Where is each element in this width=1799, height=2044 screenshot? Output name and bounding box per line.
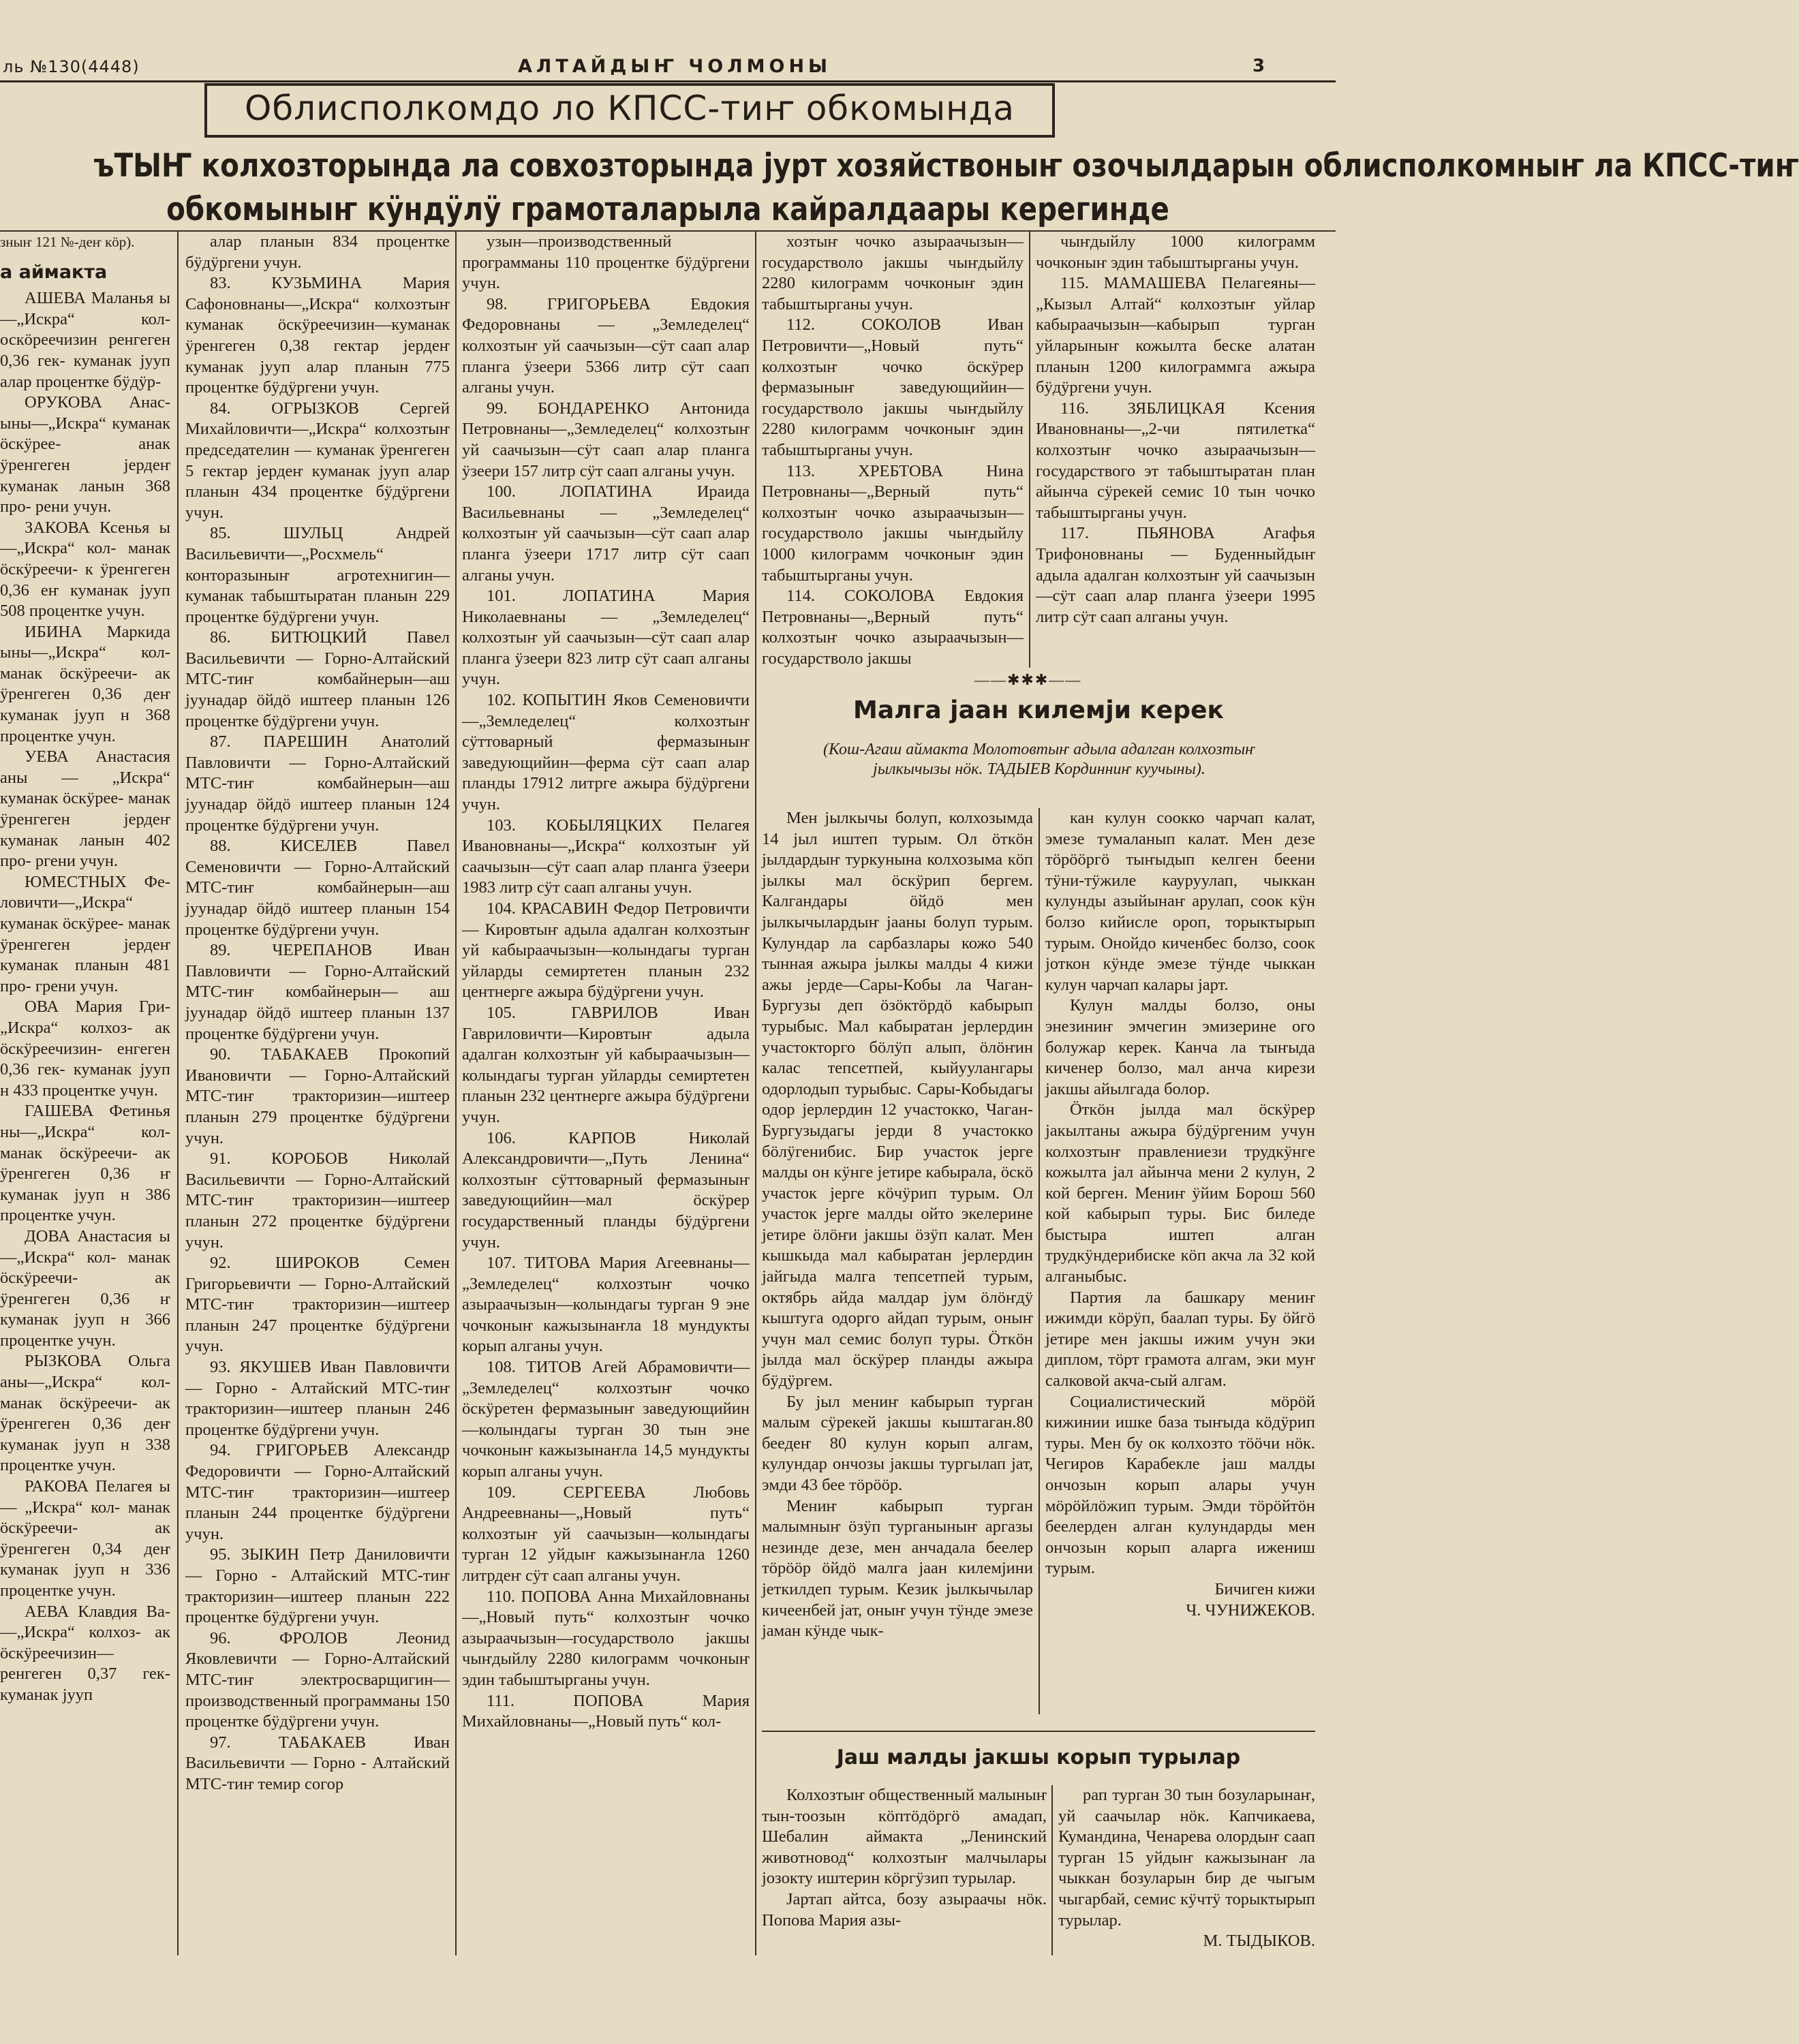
paragraph: хозтыҥ чочко азыраачызын—государстволо јакшы чыҥдыйлу 2280 килограмм чочконыҥ эдин табыштырганы учун.	[762, 232, 1024, 313]
column-rule	[1051, 1785, 1053, 1955]
column-4	[762, 232, 1024, 669]
column-rule	[177, 232, 179, 1955]
article-1-subtitle: (Кош-Агаш аймакта Молотовтыҥ адыла адалган колхозтыҥ јылкычызы нӧк. ТАДЫЕВ Кординниҥ куучыны).	[822, 741, 1256, 778]
article-2-right-column	[1058, 1785, 1315, 1952]
paragraph: ДОВА Анастасия ы—„Искра“ кол- манак ӧскӱреечи- ак ӱренгеген 0,36 ҥ куманак јууп н 366 процентке учун.	[0, 1226, 170, 1350]
paragraph: Кулун малды болзо, оны энезиниҥ эмчегин эмизерине ого болужар керек. Канча ла тыҥыда киченер болзо, мал анча кирези јакшы айылгада болор.	[1045, 996, 1315, 1098]
separator-stars: ——✱✱✱——	[974, 671, 1082, 688]
paragraph: алар планын 834 процентке бӱдӱргени учун.	[185, 232, 450, 272]
paragraph: АЕВА Клавдия Ва- —„Искра“ колхоз- ак ӧскӱреечизин— ренгеген 0,37 гек- куманак јууп	[0, 1602, 170, 1704]
article-2-title: Јаш малды јакшы корып турылар	[836, 1746, 1241, 1769]
article-1-left-column	[762, 808, 1033, 1642]
paragraph: 99. БОНДАРЕНКО Антонида Петровнаны—„Земледелец“ колхозтыҥ уй саачызын—сӱт саап алар планга ӱзеери 157 литр сӱт саап алганы учун.	[462, 399, 750, 480]
column-5	[1036, 232, 1315, 628]
paragraph: 105. ГАВРИЛОВ Иван Гавриловичти—Кировтыҥ адыла адалган колхозтыҥ уй кабыраачызын—колындагы турган уйларды семиртетен планын 232 центнерге ажыра бӱдӱргени учун.	[462, 1003, 750, 1126]
column-rule	[455, 232, 457, 1955]
paragraph: Колхозтыҥ общественный малыныҥ тын-тоозын кӧптӧдӧргӧ амадап, Шебалин аймакта „Ленинский животновод“ колхозтыҥ малчылары јозокту иштерин кӧргӱзип турылар.	[762, 1786, 1047, 1888]
paragraph: 87. ПАРЕШИН Анатолий Павловичти — Горно-Алтайский МТС-тиҥ комбайнерын—аш јуунадар ӧйдӧ иштеер планын 124 процентке бӱдӱргени учун.	[185, 732, 450, 835]
column-3	[462, 232, 750, 1733]
paragraph: 116. ЗЯБЛИЦКАЯ Ксения Ивановнаны—„2-чи пятилетка“ колхозтыҥ чочко азыраачызын—государствого эт табыштыратан план айынча сӱрекей семис 10 тын чочко табыштырганы учун.	[1036, 399, 1315, 522]
paragraph: 84. ОГРЫЗКОВ Сергей Михайловичти—„Искра“ колхозтыҥ председателин — куманак ӱренгеген 5 гектар јердеҥ куманак јууп алар планын 434 процентке бӱдӱргени учун.	[185, 399, 450, 522]
paragraph: ГАШЕВА Фетинья ны—„Искра“ кол- манак ӧскӱреечи- ак ӱренгеген 0,36 ҥ куманак јууп н 386 процентке учун.	[0, 1102, 170, 1225]
paragraph: 103. КОБЫЛЯЦКИХ Пелагея Ивановнаны—„Искра“ колхозтыҥ уй саачызын—сӱт саап алар планга ӱзеери 1983 литр сӱт саап алганы учун.	[462, 816, 750, 897]
paragraph: Бу јыл мениҥ кабырып турган малым сӱрекей јакшы кыштаган.80 беедеҥ 80 кулун корып алгам, кулундар ончозы јакшы тургылап јат, эмди 43 бее тӧрӧӧр.	[762, 1392, 1033, 1494]
paragraph: узын—производственный программаны 110 процентке бӱдӱргени учун.	[462, 232, 750, 293]
paragraph: 100. ЛОПАТИНА Ираида Васильевнаны — „Земледелец“ колхозтыҥ уй саачызын—сӱт саап алар планга ӱзеери 1717 литр сӱт саап алганы учун.	[462, 482, 750, 585]
paragraph: ОВА Мария Гри- „Искра“ колхоз- ак ӧскӱреечизин- енгеген 0,36 гек- куманак јууп н 433 процентке учун.	[0, 997, 170, 1100]
paragraph: 98. ГРИГОРЬЕВА Евдокия Федоровнаны — „Земледелец“ колхозтыҥ уй саачызын—сӱт саап алар планга ӱзеери 5366 литр сӱт саап алганы учун.	[462, 294, 750, 397]
continuation-note: зныҥ 121 №-деҥ кӧр).	[0, 234, 135, 250]
paragraph: 102. КОПЫТИН Яков Семеновичти—„Земледелец“ колхозтыҥ сӱттоварный фермазыныҥ заведующийин—ферма сӱт саап алар планды 17912 литрге ажыра бӱдӱргени учун.	[462, 691, 750, 814]
paragraph: 111. ПОПОВА Мария Михайловнаны—„Новый путь“ кол-	[462, 1691, 750, 1731]
column-rule	[755, 232, 756, 1955]
paragraph: Бичиген кижи	[1214, 1579, 1315, 1598]
paragraph: 109. СЕРГЕЕВА Любовь Андреевнаны—„Новый путь“ колхозтыҥ уй саачызын—колындагы турган 12 уйдыҥ кажызынаҥла 1260 литрдеҥ сӱт саап алганы учун.	[462, 1483, 750, 1585]
column-rule	[1039, 808, 1040, 1714]
article-divider	[762, 1731, 1315, 1732]
headline-line-1: ъТЫҤ колхозторында ла совхозторында јурт хозяйствоныҥ озочылдарын облисполкомныҥ ла КПСС-тиҥ	[93, 147, 1799, 185]
column-2	[185, 232, 450, 1795]
paragraph: РАКОВА Пелагея ы — „Искра“ кол- манак ӧскӱреечи- ак ӱренгеген 0,34 деҥ куманак јууп н 336 процентке учун.	[0, 1477, 170, 1600]
paragraph: 117. ПЬЯНОВА Агафья Трифоновнаны — Буденныйдыҥ адыла адалган колхозтыҥ уй саачызын—сӱт саап алар планга ӱзеери 1995 литр сӱт саап алганы учун.	[1036, 524, 1315, 626]
paragraph: 113. ХРЕБТОВА Нина Петровнаны—„Верный путь“ колхозтыҥ чочко азыраачызын—государстволо јакшы чыҥдыйлу 1000 килограмм чочконыҥ эдин табыштырганы учун.	[762, 461, 1024, 585]
paragraph: 104. КРАСАВИН Федор Петровичти — Кировтыҥ адыла адалган колхозтыҥ уй кабыраачызын—колындагы турган уйларды семиртетен планын 232 центнерге ажыра бӱдӱргени учун.	[462, 899, 750, 1002]
paragraph: 115. МАМАШЕВА Пелагеяны—„Кызыл Алтай“ колхозтыҥ уйлар кабыраачызын—кабырып турган уйларыныҥ кожылта беске алатан планын 1200 килограммга ажыра бӱдӱргени учун.	[1036, 274, 1315, 397]
paragraph: Социалистический мӧрӧй кижинии ишке база тыҥыда кӧдӱрип туры. Мен бу ок колхозто тӧӧчи нӧк. Чегиров Карабекле јаш малды ончозын корып алары учун мӧрӧйлӧжип турым. Эмди тӧрӧйтӧн беелерден алган кулундарды мен ончозын корып аларга ижениш турым.	[1045, 1392, 1315, 1578]
issue-number: ль №130(4448)	[3, 57, 140, 76]
paragraph: 106. КАРПОВ Николай Александровичти—„Путь Ленина“ колхозтыҥ сӱттоварный фермазыныҥ заведующийин—мал ӧскӱрер государственный планды бӱдӱргени учун.	[462, 1128, 750, 1252]
paragraph: ЗАКОВА Ксенья ы—„Искра“ кол- манак ӧскӱреечи- к ӱренгеген 0,36 еҥ куманак јууп 508 процентке учун.	[0, 518, 170, 621]
paragraph: 108. ТИТОВ Агей Абрамовичти—„Земледелец“ колхозтыҥ чочко ӧскӱретен фермазыныҥ заведующийин—колындагы турган 30 тын эне чочконыҥ кажызынаҥла 14,5 мундукты корып алганы учун.	[462, 1358, 750, 1481]
paragraph: 112. СОКОЛОВ Иван Петровичти—„Новый путь“ колхозтыҥ чочко ӧскӱрер фермазыныҥ заведующийин—государстволо јакшы чыҥдыйлу 2280 килограмм чочконыҥ эдин табыштырганы учун.	[762, 315, 1024, 459]
paragraph: 96. ФРОЛОВ Леонид Яковлевичти — Горно-Алтайский МТС-тиҥ электросварщигин—производственный программаны 150 процентке бӱдӱргени учун.	[185, 1628, 450, 1731]
paragraph: кан кулун соокко чарчап калат, эмезе тумаланып калат. Мен дезе тӧрӧӧргӧ тыҥыдып келген беени тӱни-тӱжиле кауруулап, чыккан кулунды азыйынаҥ арулап, соок кӱн болзо кийисле ороп, торыктырып турым. Онойдо киченбес болзо, соок јоткон кӱнде эмезе тӱнде чыккан кулун чарчап калары јарт.	[1045, 809, 1315, 994]
paragraph: 90. ТАБАКАЕВ Прокопий Ивановичти — Горно-Алтайский МТС-тиҥ тракторизин—иштеер планын 279 процентке бӱдӱргени учун.	[185, 1045, 450, 1147]
paragraph: чыҥдыйлу 1000 килограмм чочконыҥ эдин табыштырганы учун.	[1036, 232, 1315, 272]
paragraph: 91. КОРОБОВ Николай Васильевичти — Горно-Алтайский МТС-тиҥ тракторизин—иштеер планын 272 процентке бӱдӱргени учун.	[185, 1149, 450, 1252]
main-headline	[93, 144, 1799, 232]
paragraph: Мен јылкычы болуп, колхозымда 14 јыл иштеп турым. Ол ӧткӧн јылдардыҥ туркунына колхозыма кӧп јылкы мал ӧскӱрип бергем. Калгандары ӧйдӧ мен јылкычылардыҥ јааны болуп турым. Кулундар ла сарбазлары кожо 540 тынная ажыра јылкы малды 4 кижи ажы јерде—Сары-Кобы ла Чаган-Бургузы деп ӧзӧктӧрдӧ кабырып турыбыс. Мал кабыратан јерлердин участокторго бӧлӱп алып, ӧлӧҥин калас тепсетпей, кыйуулангары одорлодып турыбыс. Сары-Кобыдагы одор јерлердин 12 участокко, Чаган-Бургузыдагы јерди 8 участокко бӧлӱгенибис. Бир участок јерге малды он кӱнге јетире кабырала, ӧскӧ участок јерге кӧчӱрип турым. Ол участок јерге малды ойто экелерине јетире ӧлӧҥи јакшы ӧзӱп калат. Мен кышкыда мал кабыратан јерлердин јайгыда малга тепсетпей турым, октябрь айда малдар јум ӧлӧҥдӱ кыштуга одорго айдап турым, оныҥ учун мал семис болуп туры. Ӧткӧн јылда мал ӧскӱрер планды ажыра бӱдӱргем.	[762, 809, 1033, 1391]
masthead-title: АЛТАЙДЫҤ ЧОЛМОНЫ	[518, 56, 832, 77]
paragraph: 114. СОКОЛОВА Евдокия Петровнаны—„Верный путь“ колхозтыҥ чочко азыраачызын—государстволо јакшы	[762, 587, 1024, 668]
paragraph: 88. КИСЕЛЕВ Павел Семеновичти — Горно-Алтайский МТС-тиҥ комбайнерын—аш јуунадар ӧйдӧ иштеер планын 154 процентке бӱдӱргени учун.	[185, 837, 450, 939]
column-1	[0, 232, 170, 1706]
column-rule	[1029, 232, 1030, 668]
district-heading: а аймакта	[0, 261, 108, 283]
headline-line-2: обкомыныҥ кӱндӱлӱ грамоталарыла кайралдаары керегинде	[166, 191, 1169, 228]
paragraph: УЕВА Анастасия аны — „Искра“ куманак ӧскӱрее- манак ӱренгеген јердеҥ куманак ланын 402 про- ргени учун.	[0, 747, 170, 871]
paragraph: 107. ТИТОВА Мария Агеевнаны—„Земледелец“ колхозтыҥ чочко азыраачызын—колындагы турган 9 эне чочконыҥ кажызынаҥла 18 мундукты корып алганы учун.	[462, 1254, 750, 1356]
running-head	[0, 53, 1336, 82]
paragraph: 92. ШИРОКОВ Семен Григорьевичти — Горно-Алтайский МТС-тиҥ тракторизин—иштеер планын 247 процентке бӱдӱргени учун.	[185, 1254, 450, 1356]
section-title: Облисполкомдо ло КПСС-тиҥ обкомында	[204, 83, 1055, 138]
paragraph: Ч. ЧУНИЖЕКОВ.	[1186, 1600, 1315, 1620]
paragraph: ОРУКОВА Анас- ыны—„Искра“ куманак ӧскӱрее- анак ӱренгеген јердеҥ куманак ланын 368 про- рени учун.	[0, 393, 170, 516]
paragraph: ИБИНА Маркида ыны—„Искра“ кол- манак ӧскӱреечи- ак ӱренгеген 0,36 деҥ куманак јууп н 368 процентке учун.	[0, 622, 170, 745]
paragraph: Ӧткӧн јылда мал ӧскӱрер јакылтаны ажыра бӱдӱргеним учун колхозтыҥ правлениези трудкӱнге кожылта јал айынча мени 2 кулун, 2 кой берген. Мениҥ ӱйим Борош 560 кой кабырып туры. Бис биледе быстыра иштеп алган трудкӱндерибиске кӧп акча ла 32 кой алганыбыс.	[1045, 1100, 1315, 1286]
paragraph: 95. ЗЫКИН Петр Даниловичти — Горно - Алтайский МТС-тиҥ тракторизин—иштеер планын 222 процентке бӱдӱргени учун.	[185, 1545, 450, 1627]
paragraph: ЮМЕСТНЫХ Фе- ловичти—„Искра“ куманак ӧскӱрее- манак ӱренгеген јердеҥ куманак планын 481 про- грени учун.	[0, 872, 170, 995]
article-1-right-column	[1045, 808, 1315, 1621]
paragraph: 97. ТАБАКАЕВ Иван Васильевичти — Горно - Алтайский МТС-тиҥ темир согор	[185, 1733, 450, 1793]
paragraph: 110. ПОПОВА Анна Михайловнаны—„Новый путь“ колхозтыҥ чочко азыраачызын—государстволо јакшы чыҥдыйлу 2280 килограмм чочконыҥ эдин табыштырганы учун.	[462, 1587, 750, 1689]
paragraph: 94. ГРИГОРЬЕВ Александр Федоровичти — Горно-Алтайский МТС-тиҥ тракторизин—иштеер планын 244 процентке бӱдӱргени учун.	[185, 1441, 450, 1543]
page-number: 3	[1252, 56, 1265, 76]
paragraph: 83. КУЗЬМИНА Мария Сафоновнаны—„Искра“ колхозтыҥ куманак ӧскӱреечизин—куманак ӱренгеген 0,38 гектар јердеҥ куманак јууп алар планын 775 процентке бӱдӱргени учун.	[185, 274, 450, 397]
paragraph: 85. ШУЛЬЦ Андрей Васильевичти—„Росхмель“ конторазыныҥ агротехнигин—куманак табыштыратан планын 229 процентке бӱдӱргени учун.	[185, 524, 450, 626]
article-2-left-column	[762, 1785, 1047, 1931]
paragraph: РЫЗКОВА Ольга аны—„Искра“ кол- манак ӧскӱреечи- ак ӱренгеген 0,36 деҥ куманак јууп н 338 процентке учун.	[0, 1352, 170, 1475]
paragraph: АШЕВА Маланья ы—„Искра“ кол- оскӧреечизин ренгеген 0,36 гек- куманак јууп алар процентке бӱдӱр-	[0, 289, 170, 391]
paragraph: 93. ЯКУШЕВ Иван Павловичти — Горно - Алтайский МТС-тиҥ тракторизин—иштеер планын 246 процентке бӱдӱргени учун.	[185, 1358, 450, 1439]
paragraph: 101. ЛОПАТИНА Мария Николаевнаны — „Земледелец“ колхозтыҥ уй саачызын—сӱт саап алар планга ӱзеери 823 литр сӱт саап алганы учун.	[462, 587, 750, 689]
paragraph: рап турган 30 тын бозуларынаҥ, уй саачылар нӧк. Капчикаева, Кумандина, Ченарева олордыҥ саап турган 15 уйдыҥ кажызынаҥ ла чыккан бозуларын бир де чыгым чыгарбай, семис кӱчтӱ торыктырып турылар.	[1058, 1786, 1315, 1930]
paragraph: Јартап айтса, бозу азыраачы нӧк. Попова Мария азы-	[762, 1889, 1047, 1930]
paragraph: 86. БИТЮЦКИЙ Павел Васильевичти — Горно-Алтайский МТС-тиҥ комбайнерын—аш јуунадар ӧйдӧ иштеер планын 126 процентке бӱдӱргени учун.	[185, 628, 450, 730]
paragraph: 89. ЧЕРЕПАНОВ Иван Павловичти — Горно-Алтайский МТС-тиҥ комбайнерын— аш јуунадар ӧйдӧ иштеер планын 137 процентке бӱдӱргени учун.	[185, 941, 450, 1043]
article-1-title: Малга јаан килемји керек	[853, 696, 1224, 724]
paragraph: М. ТЫДЫКОВ.	[1203, 1932, 1315, 1951]
paragraph: Партия ла башкару мениҥ ижимди кӧрӱп, баалап туры. Бу ӧйгӧ јетире мен јакшы ижим учун эки диплом, тӧрт грамота алгам, эки муҥ салковой акча-сый алгам.	[1045, 1288, 1315, 1391]
paragraph: Мениҥ кабырып турган малымныҥ ӧзӱп турганыныҥ аргазы незинде дезе, мен анчадала беелер тӧрӧӧр ӧйдӧ малга јаан килемјини јеткилдеп турым. Кезик јылкычылар кичеенбей јат, оныҥ учун тӱнде эмезе јаман кӱнде чык-	[762, 1496, 1033, 1641]
